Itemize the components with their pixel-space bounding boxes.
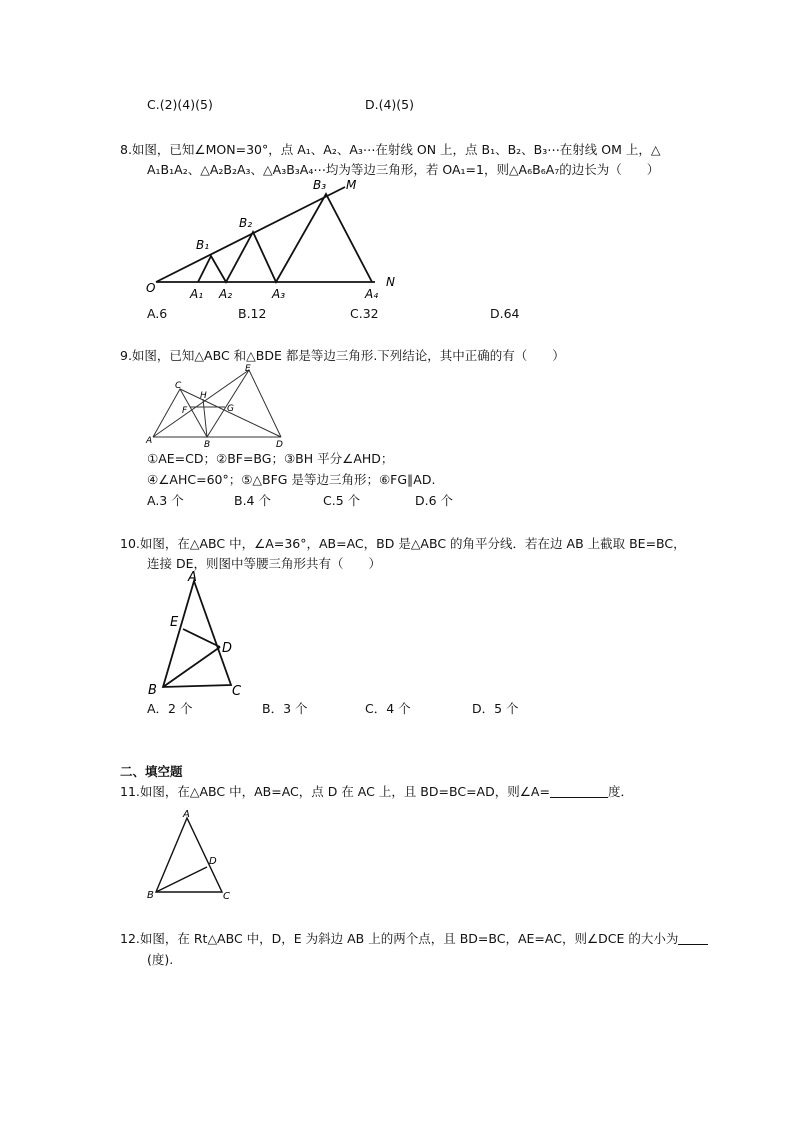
label-a: A xyxy=(188,570,197,585)
label-d: D xyxy=(209,856,217,867)
q8-option-d: D.64 xyxy=(490,306,520,321)
label-e: E xyxy=(245,364,251,374)
q9-stem: 9.如图，已知△ABC 和△BDE 都是等边三角形.下列结论，其中正确的有（ ） xyxy=(120,348,565,363)
q11-text-after: 度． xyxy=(607,784,633,799)
triangle-chain xyxy=(198,194,372,282)
q8-option-c: C.32 xyxy=(350,306,379,321)
label-a2: A₂ xyxy=(219,287,233,301)
q9-option-c: C.5 个 xyxy=(323,493,361,508)
label-o: O xyxy=(146,281,156,295)
label-a1: A₁ xyxy=(190,287,204,301)
q8-stem-line1: 8.如图，已知∠MON=30°，点 A₁、A₂、A₃⋯在射线 ON 上，点 B₁、B₂、B₃⋯在射线 OM 上，△ xyxy=(120,142,661,157)
label-b1: B₁ xyxy=(196,238,210,252)
section-title: 二、填空题 xyxy=(120,764,183,779)
q9-conclusions-line1: ①AE=CD；②BF=BG；③BH 平分∠AHD； xyxy=(147,451,394,466)
label-d: D xyxy=(276,440,283,450)
q8-figure xyxy=(140,175,410,305)
q11-answer-blank xyxy=(550,783,608,798)
q8-option-b: B.12 xyxy=(238,306,267,321)
label-b: B xyxy=(148,683,157,698)
label-d: D xyxy=(222,641,233,656)
label-c: C xyxy=(223,891,230,902)
q7-option-d: D.(4)(5) xyxy=(365,97,415,112)
q12-answer-blank xyxy=(678,930,708,945)
q9-conclusions-line2: ④∠AHC=60°；⑤△BFG 是等边三角形；⑥FG∥AD. xyxy=(147,472,436,487)
label-a: A xyxy=(146,436,153,446)
q8-stem-line2: A₁B₁A₂、△A₂B₂A₃、△A₃B₃A₄⋯均为等边三角形，若 OA₁=1，则△A₆B₆A₇的边长为（ ） xyxy=(147,162,660,177)
label-a4: A₄ xyxy=(365,287,379,301)
q9-option-a: A.3 个 xyxy=(147,493,184,508)
label-c: C xyxy=(232,684,242,699)
label-h: H xyxy=(200,391,207,401)
q7-option-c: C.(2)(4)(5) xyxy=(147,97,213,112)
q9-option-d: D.6 个 xyxy=(415,493,454,508)
q12-stem-line2: (度). xyxy=(147,952,174,967)
label-g: G xyxy=(227,404,234,414)
q10-option-c: C．4 个 xyxy=(365,701,411,716)
label-a3: A₃ xyxy=(272,287,286,301)
triangle-abc xyxy=(156,818,222,892)
triangle-edges xyxy=(153,370,281,437)
q11-figure xyxy=(143,805,238,905)
q9-option-b: B.4 个 xyxy=(234,493,271,508)
q12-text: 12.如图，在 Rt△ABC 中，D，E 为斜边 AB 上的两个点，且 BD=BC，AE=AC，则∠DCE 的大小为 xyxy=(120,931,679,946)
label-e: E xyxy=(170,615,179,630)
label-f: F xyxy=(182,406,188,416)
q11-stem xyxy=(120,782,633,802)
q10-figure xyxy=(143,568,253,700)
q10-stem-line1: 10.如图，在△ABC 中，∠A=36°，AB=AC，BD 是△ABC 的角平分线．若在边 AB 上截取 BE=BC， xyxy=(120,536,686,551)
ray-om xyxy=(156,187,345,282)
label-m: M xyxy=(346,178,357,192)
segment-bd xyxy=(163,647,220,687)
label-b2: B₂ xyxy=(239,216,253,230)
q10-option-d: D．5 个 xyxy=(472,701,519,716)
q11-text-before: 11.如图，在△ABC 中，AB=AC，点 D 在 AC 上，且 BD=BC=AD，则∠A= xyxy=(120,784,550,799)
label-b: B xyxy=(147,890,154,901)
q12-stem-line1 xyxy=(120,929,708,949)
triangle-abc xyxy=(163,581,231,687)
q9-figure xyxy=(145,362,290,450)
label-n: N xyxy=(386,275,395,289)
label-c: C xyxy=(175,381,182,391)
q10-option-b: B．3 个 xyxy=(262,701,308,716)
label-b3: B₃ xyxy=(313,178,327,192)
q8-option-a: A.6 xyxy=(147,306,168,321)
segment-bd xyxy=(156,867,207,892)
q10-option-a: A．2 个 xyxy=(147,701,193,716)
label-b: B xyxy=(204,440,211,450)
label-a: A xyxy=(183,809,190,820)
q10-stem-line2: 连接 DE，则图中等腰三角形共有（ ） xyxy=(147,556,381,571)
